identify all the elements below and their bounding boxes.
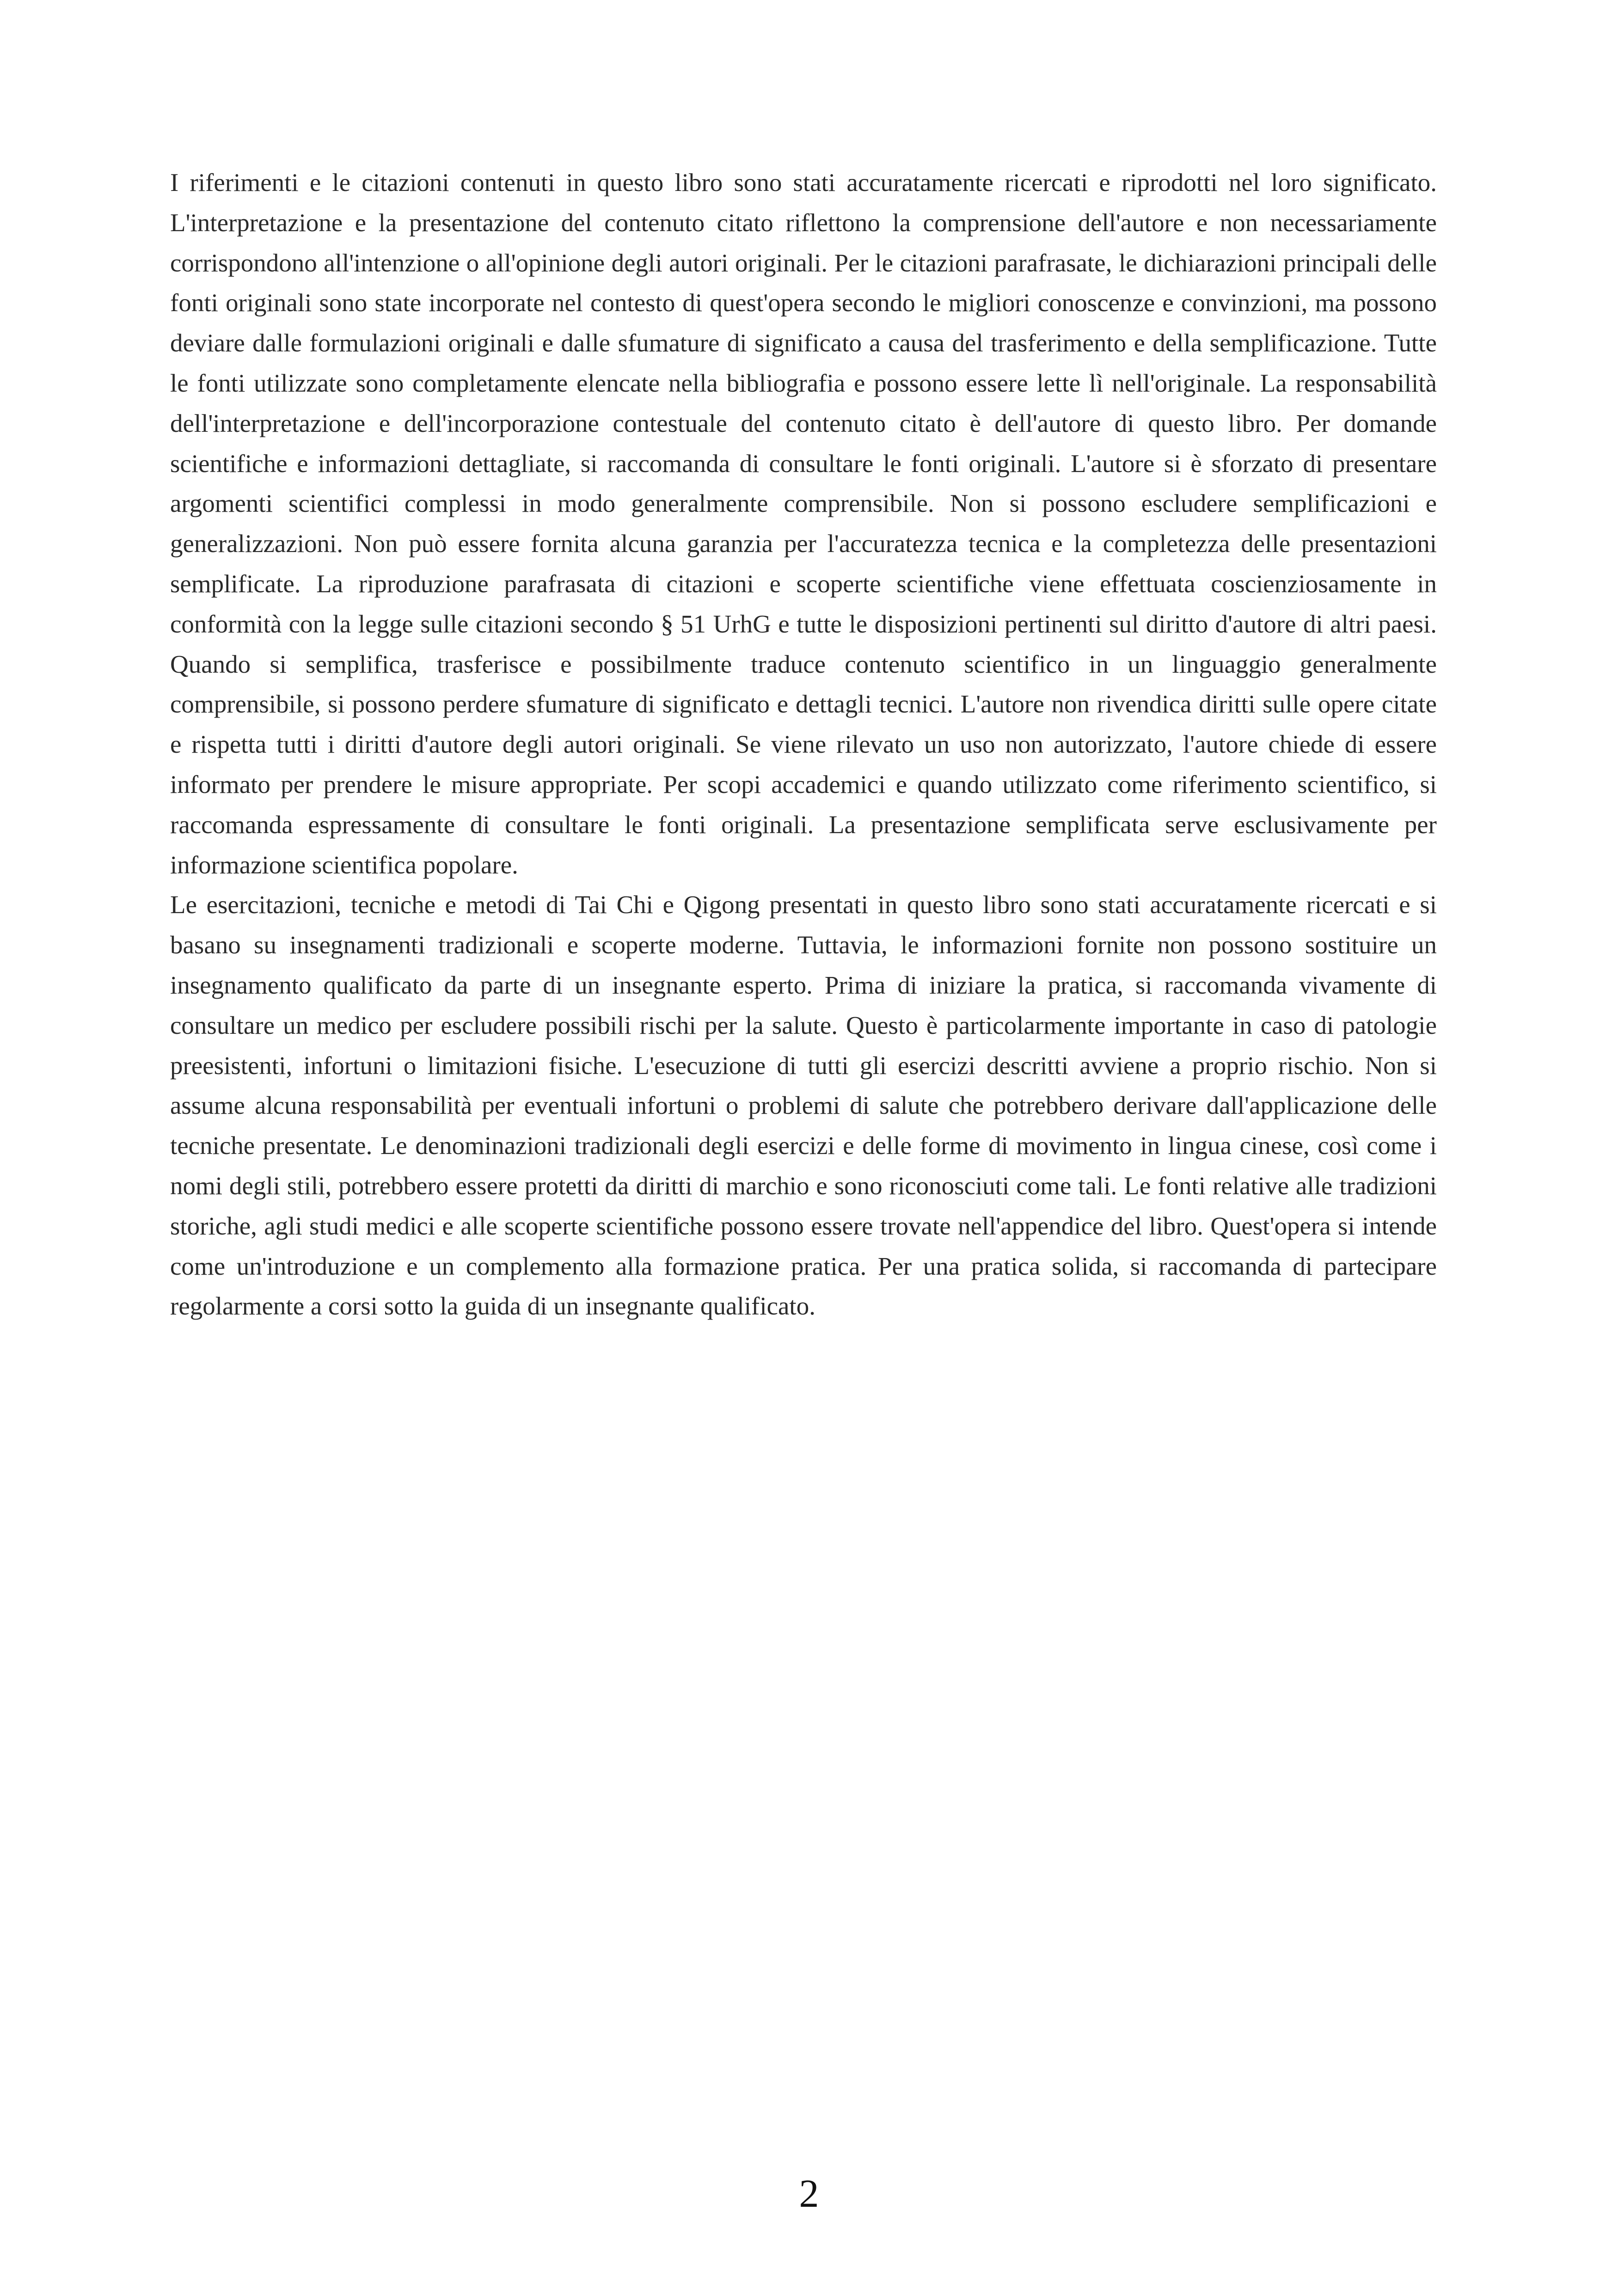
body-text [170, 163, 1437, 1326]
disclaimer-exercises-paragraph: Le esercitazioni, tecniche e metodi di Tai Chi e Qigong presentati in questo libro sono stati accuratamente ricercati e si basano su insegnamenti tradizionali e scoperte moderne. Tuttavia, le informazioni fornite non possono sostituire un insegnamento qualificato da parte di un insegnante esperto. Prima di iniziare la pratica, si raccomanda vivamente di consultare un medico per escludere possibili rischi per la salute. Questo è particolarmente importante in caso di patologie preesistenti, infortuni o limitazioni fisiche. L'esecuzione di tutti gli esercizi descritti avviene a proprio rischio. Non si assume alcuna responsabilità per eventuali infortuni o problemi di salute che potrebbero derivare dall'applicazione delle tecniche presentate. Le denominazioni tradizionali degli esercizi e delle forme di movimento in lingua cinese, così come i nomi degli stili, potrebbero essere protetti da diritti di marchio e sono riconosciuti come tali. Le fonti relative alle tradizioni storiche, agli studi medici e alle scoperte scientifiche possono essere trovate nell'appendice del libro. Quest'opera si intende come un'introduzione e un complemento alla formazione pratica. Per una pratica solida, si raccomanda di partecipare regolarmente a corsi sotto la guida di un insegnante qualificato. [170, 890, 1437, 1320]
page-number: 2 [799, 2171, 819, 2216]
disclaimer-citations-paragraph: I riferimenti e le citazioni contenuti in questo libro sono stati accuratamente ricercati e riprodotti nel loro significato. L'interpretazione e la presentazione del contenuto citato riflettono la comprensione dell'autore e non necessariamente corrispondono all'intenzione o all'opinione degli autori originali. Per le citazioni parafrasate, le dichiarazioni principali delle fonti originali sono state incorporate nel contesto di quest'opera secondo le migliori conoscenze e convinzioni, ma possono deviare dalle formulazioni originali e dalle sfumature di significato a causa del trasferimento e della semplificazione. Tutte le fonti utilizzate sono completamente elencate nella bibliografia e possono essere lette lì nell'originale. La responsabilità dell'interpretazione e dell'incorporazione contestuale del contenuto citato è dell'autore di questo libro. Per domande scientifiche e informazioni dettagliate, si raccomanda di consultare le fonti originali. L'autore si è sforzato di presentare argomenti scientifici complessi in modo generalmente comprensibile. Non si possono escludere semplificazioni e generalizzazioni. Non può essere fornita alcuna garanzia per l'accuratezza tecnica e la completezza delle presentazioni semplificate. La riproduzione parafrasata di citazioni e scoperte scientifiche viene effettuata coscienziosamente in conformità con la legge sulle citazioni secondo § 51 UrhG e tutte le disposizioni pertinenti sul diritto d'autore di altri paesi. Quando si semplifica, trasferisce e possibilmente traduce contenuto scientifico in un linguaggio generalmente comprensibile, si possono perdere sfumature di significato e dettagli tecnici. L'autore non rivendica diritti sulle opere citate e rispetta tutti i diritti d'autore degli autori originali. Se viene rilevato un uso non autorizzato, l'autore chiede di essere informato per prendere le misure appropriate. Per scopi accademici e quando utilizzato come riferimento scientifico, si raccomanda espressamente di consultare le fonti originali. La presentazione semplificata serve esclusivamente per informazione scientifica popolare. [170, 168, 1437, 879]
